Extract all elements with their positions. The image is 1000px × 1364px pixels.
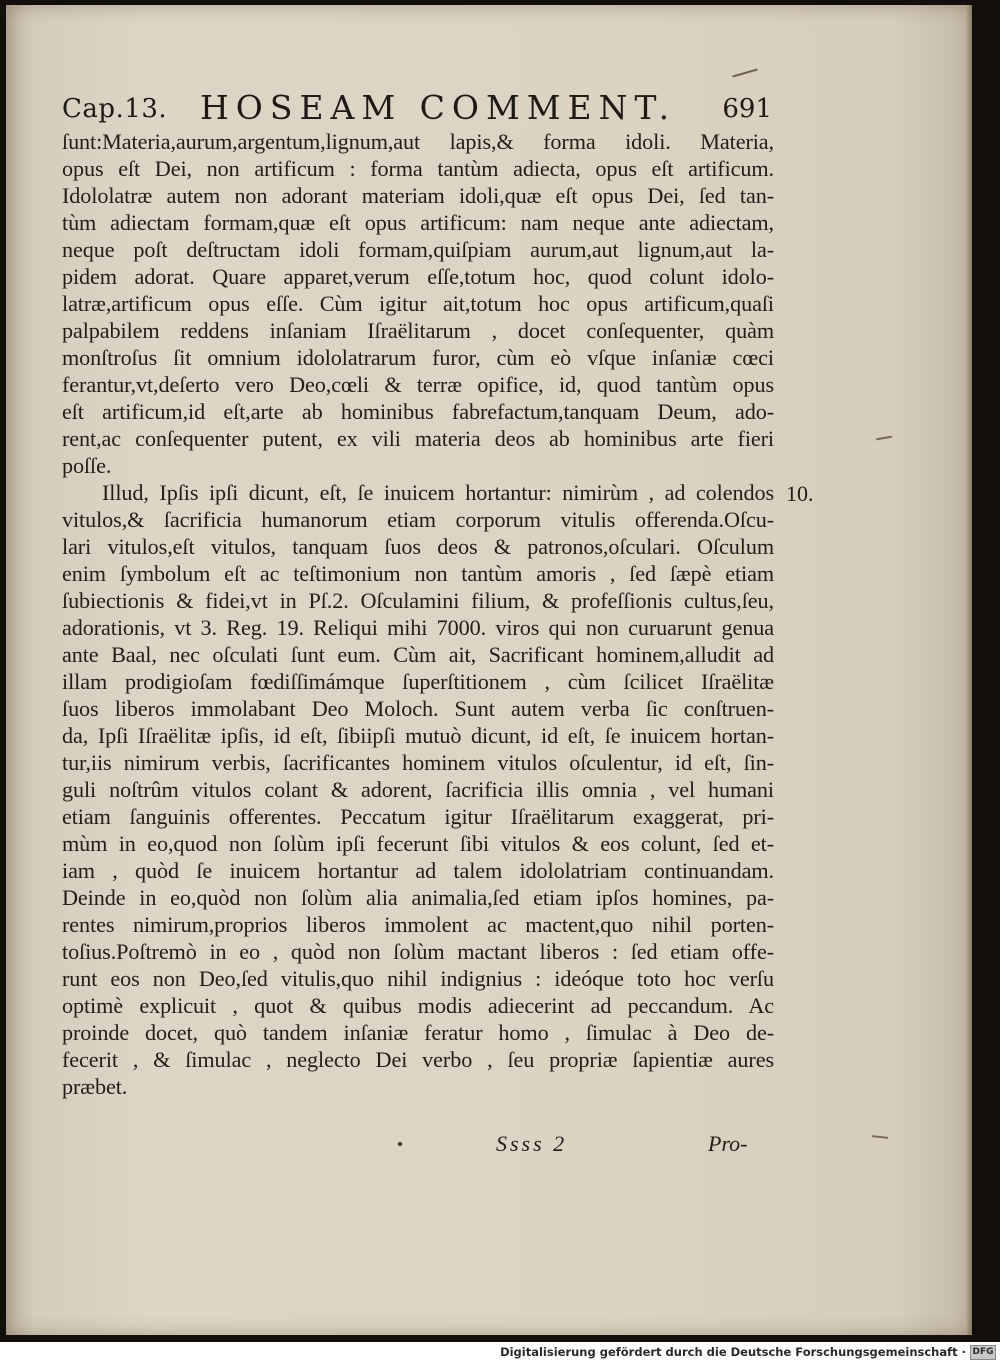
text-line: lari vitulos,eſt vitulos, tanquam ſuos deos & patronos,oſculari. Oſculum: [62, 534, 774, 559]
dfg-logo-icon: DFG: [970, 1345, 996, 1360]
text-line: Idololatræ autem non adorant materiam idoli,quæ eſt opus Dei, ſed tan-: [62, 183, 774, 208]
text-line: mùm in eo,quod non ſolùm ipſi fecerunt ſibi vitulos & eos colunt, ſed et-: [62, 831, 774, 856]
text-line: ante Baal, nec oſculati ſunt eum. Cùm ait, Sacrificant hominem,alludit ad: [62, 642, 774, 667]
text-line: enim ſymbolum eſt ac teſtimonium non tantùm amoris , ſed ſæpè etiam: [62, 561, 774, 586]
text-line: tur,iis nimirum verbis, ſacrificantes hominem vitulos oſculentur, id eſt, ſin-: [62, 750, 774, 775]
text-line: neque poſt deſtructam idoli formam,quiſpiam aurum,aut lignum,aut la-: [62, 237, 774, 262]
text-line: Deinde in eo,quòd non ſolùm alia animalia,ſed etiam ipſos homines, pa-: [62, 885, 774, 910]
text-line: Illud, Ipſis ipſi dicunt, eſt, ſe inuicem hortantur: nimirùm , ad colendos: [102, 480, 774, 505]
text-line: ſuos liberos immolabant Deo Moloch. Sunt autem verba ſic conſtruen-: [62, 696, 774, 721]
text-line: adorationis, vt 3. Reg. 19. Reliqui mihi 7000. viros qui non curuarunt genua: [62, 615, 774, 640]
body-text: [62, 128, 774, 1100]
text-line: guli noſtrûm vitulos colant & adorent, ſacrificia illis omnia , vel humani: [62, 777, 774, 802]
text-line: latræ,artificum opus eſſe. Cùm igitur ait,totum hoc opus artificum,quaſi: [62, 291, 774, 316]
text-line: illam prodigioſam fœdiſſimámque ſuperſtitionem , cùm ſcilicet Iſraëlitæ: [62, 669, 774, 694]
text-line: fecerit , & ſimulac , neglecto Dei verbo , ſeu propriæ ſapientiæ aures: [62, 1047, 774, 1072]
text-line: pidem adorat. Quare apparet,verum eſſe,totum hoc, quod colunt idolo-: [62, 264, 774, 289]
text-line: etiam ſanguinis offerentes. Peccatum igitur Iſraëlitarum exaggerat, pri-: [62, 804, 774, 829]
text-line: ſunt:Materia,aurum,argentum,lignum,aut lapis,& forma idoli. Materia,: [62, 129, 774, 154]
text-line: proinde docet, quò tandem inſaniæ feratur homo , ſimulac à Deo de-: [62, 1020, 774, 1045]
text-line: monſtroſus ſit omnium idololatrarum furor, cùm eò vſque inſaniæ cœci: [62, 345, 774, 370]
text-line: optimè explicuit , quot & quibus modis adiecerint ad peccandum. Ac: [62, 993, 774, 1018]
text-line: præbet.: [62, 1074, 128, 1099]
text-line: da, Ipſi Iſraëlitæ ipſis, id eſt, ſibiipſi mutuò dicunt, id eſt, ſe inuicem hortan-: [62, 723, 774, 748]
text-line: iam , quòd ſe inuicem hortantur ad talem idololatriam continuandam.: [62, 858, 774, 883]
text-line: palpabilem reddens inſaniam Iſraëlitarum , docet conſequenter, quàm: [62, 318, 774, 343]
running-head: [62, 88, 772, 128]
running-title: HOSEAM COMMENT.: [200, 88, 677, 127]
text-line: ferantur,vt,deſerto vero Deo,cœli & terræ opifice, id, quod tantùm opus: [62, 372, 774, 397]
catchword: Pro-: [708, 1131, 748, 1156]
text-line: toſius.Poſtremò in eo , quòd non ſolùm mactant liberos : ſed etiam offe-: [62, 939, 774, 964]
page-number: 691: [722, 94, 772, 124]
chapter-label: Cap.13.: [62, 94, 168, 124]
signature-mark: Ssss 2: [496, 1131, 568, 1156]
text-line: opus eſt Dei, non artificum : forma tantùm adiecta, opus eſt artificum.: [62, 156, 774, 181]
text-line: vitulos,& ſacrificia humanorum etiam corporum vitulis offerenda.Oſcu-: [62, 507, 774, 532]
margin-verse-number: 10.: [786, 481, 814, 506]
text-line: rent,ac conſequenter putent, ex vili materia deos ab hominibus arte fieri: [62, 426, 774, 451]
digitization-footer: [0, 1342, 1000, 1364]
text-line: runt eos non Deo,ſed vitulis,quo nihil indignius : ideóque toto hoc verſu: [62, 966, 774, 991]
text-line: poſſe.: [62, 453, 112, 478]
page-edge-shadow: [966, 5, 972, 1335]
funding-credit: Digitalisierung gefördert durch die Deutsche Forschungsgemeinschaft ·: [500, 1345, 966, 1359]
text-line: rentes nimirum,proprios liberos immolent ac mactent,quo nihil porten-: [62, 912, 774, 937]
text-line: eſt artificum,id eſt,arte ab hominibus fabrefactum,tanquam Deum, ado-: [62, 399, 774, 424]
text-line: ſubiectionis & fidei,vt in Pſ.2. Oſculamini filium, & profeſſionis cultus,ſeu,: [62, 588, 774, 613]
text-line: tùm adiectam formam,quæ eſt opus artificum: nam neque ante adiectam,: [62, 210, 774, 235]
ink-dot: [398, 1142, 402, 1146]
